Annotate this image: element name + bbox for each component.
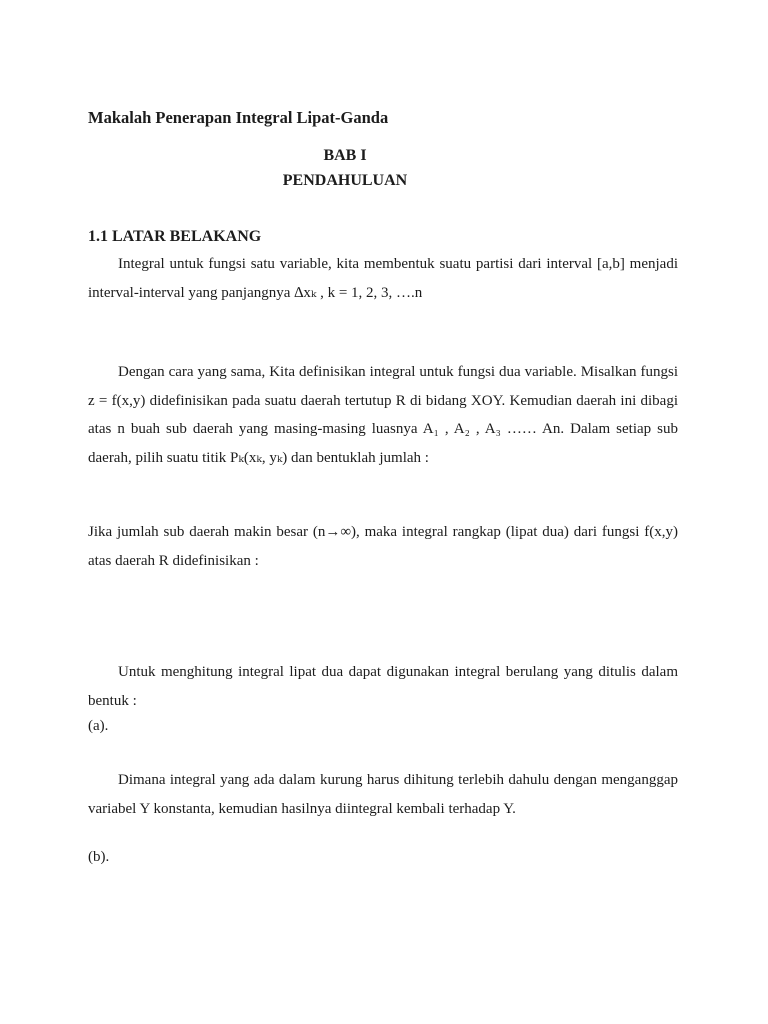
paragraph-definisi-integral-dua-variable: Dengan cara yang sama, Kita definisikan integral untuk fungsi dua variable. Misalkan fungsi z = f(x,y) didefinisikan pada suatu daerah tertutup R di bidang XOY. Kemudian daerah ini dibagi atas n buah sub daerah yang masing-masing luasnya A₁ , A₂ , A₃ …… An. Dalam setiap sub daerah, pilih suatu titik Pₖ(xₖ, yₖ) dan bentuklah jumlah : bbox=[88, 364, 678, 466]
paragraph-integral-rangkap: Jika jumlah sub daerah makin besar (n→∞), maka integral rangkap (lipat dua) dari fungsi f(x,y) atas daerah R didefinisikan : bbox=[88, 524, 678, 569]
paragraph-partisi-interval: Integral untuk fungsi satu variable, kita membentuk suatu partisi dari interval [a,b] menjadi interval-interval yang panjangnya ∆xₖ , k = 1, 2, 3, ….n bbox=[88, 256, 678, 301]
chapter-heading: BAB I bbox=[323, 147, 367, 164]
document-title: Makalah Penerapan Integral Lipat-Ganda bbox=[88, 108, 389, 127]
paragraph-integral-berulang: Untuk menghitung integral lipat dua dapat digunakan integral berulang yang ditulis dalam bentuk : bbox=[88, 664, 678, 709]
section-heading: 1.1 LATAR BELAKANG bbox=[88, 228, 262, 245]
list-label-b: (b). bbox=[88, 849, 110, 865]
chapter-title: PENDAHULUAN bbox=[282, 172, 408, 189]
list-label-a: (a). bbox=[88, 718, 109, 734]
paragraph-variabel-y-konstanta: Dimana integral yang ada dalam kurung harus dihitung terlebih dahulu dengan menganggap variabel Y konstanta, kemudian hasilnya diintegral kembali terhadap Y. bbox=[88, 772, 678, 817]
